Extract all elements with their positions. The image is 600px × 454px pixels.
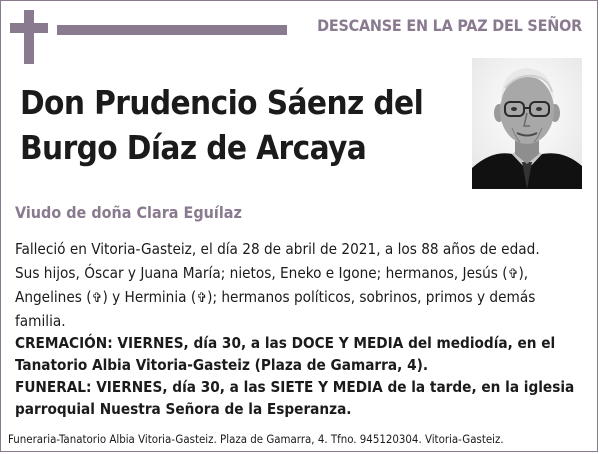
family-text-2: ), Angelines ( [15,264,529,306]
family-text-1: Sus hijos, Óscar y Juana María; nietos, Eneko e Igone; hermanos, Jesús ( [15,264,508,282]
notice-body [15,238,589,420]
deceased-cross-icon: ✞ [196,291,208,306]
cremation-info: CREMACIÓN: VIERNES, día 30, a las DOCE Y MEDIA del mediodía, en el Tanatorio Albia Vitoria-Gasteiz (Plaza de Gamarra, 4). [15,334,556,374]
deceased-name: Don Prudencio Sáenz del Burgo Díaz de Arcaya [20,83,424,167]
cross-icon-vertical-bar [24,10,34,64]
death-announcement: Falleció en Vitoria-Gasteiz, el día 28 de abril de 2021, a los 88 años de edad. [15,240,540,258]
funeral-home-footer: Funeraria-Tanatorio Albia Vitoria-Gasteiz. Plaza de Gamarra, 4. Tfno. 945120304. Vitoria-Gasteiz. [8,432,504,446]
family-text-3: ) y Herminia ( [102,288,197,306]
funeral-info: FUNERAL: VIERNES, día 30, a las SIETE Y MEDIA de la tarde, en la iglesia parroquial Nuestra Señora de la Esperanza. [15,378,575,418]
family-text-4: ); hermanos políticos, sobrinos, primos y demás familia. [15,288,536,330]
header-rule [57,25,287,35]
cross-icon-horizontal-bar [10,23,48,33]
deceased-cross-icon: ✞ [507,267,519,282]
widower-line: Viudo de doña Clara Eguílaz [15,203,242,222]
header-motto: DESCANSE EN LA PAZ DEL SEÑOR [317,16,582,35]
deceased-cross-icon: ✞ [91,291,103,306]
family-mourners [15,262,589,332]
portrait-photo [472,58,582,189]
